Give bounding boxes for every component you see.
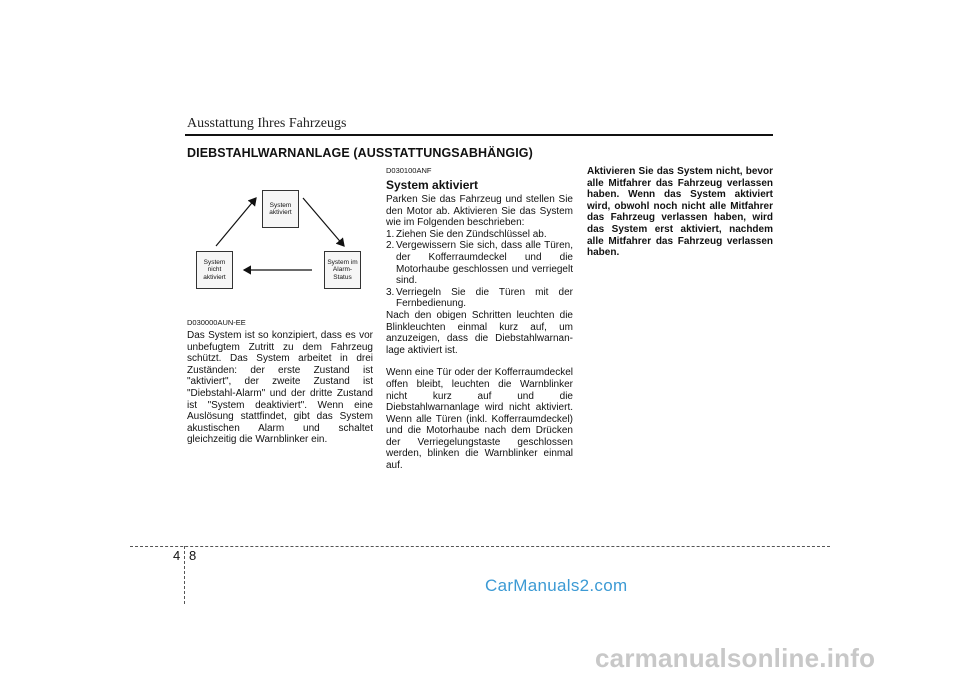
door-open-paragraph: Wenn eine Tür oder der Kofferraumdeckel offen bleibt, leuchten die Warnblinker nicht kurz auf und die Diebstahlwarnanlage wird nicht aktiviert. Wenn alle Türen (inkl. Kofferraumdeckel) und die Motorhaube nach dem Drücken der Verriegelungstaste geschlossen werden, blinken die Warnblinker einmal auf. [386,367,573,472]
intro-paragraph: Das System ist so konzipiert, dass es vor unbefugtem Zutritt zu dem Fahrzeug schützt. Das System arbeitet in drei Zuständen: der erste Zustand ist "aktiviert", der zweite Zustand ist "Diebstahl-Alarm" und der dritte Zustand ist "System deaktiviert". Wenn eine Auslösung stattfindet, gibt das System akustischen Alarm und schaltet gleichzeitig die Warnblinker ein. [187,330,373,446]
arrow-top-to-right [303,198,344,246]
alarm-state-diagram [188,170,374,310]
list-item [386,287,573,310]
state-system-inactive: System nicht aktiviert [196,251,233,289]
footer-divider [130,546,830,547]
step-number: 2. [386,240,395,252]
column-system-active [386,166,573,472]
passenger-warning: Aktivieren Sie das System nicht, bevor alle Mitfahrer das Fahrzeug verlassen haben. Wenn das System aktiviert wird, obwohl noch nicht alle Mitfahrer das Fahrzeug verlassen haben, wird das System erst aktiviert, nachdem alle Mitfahrer das Fahrzeug verlassen haben. [587,166,773,259]
step-text: Ziehen Sie den Zündschlüssel ab. [396,228,547,240]
list-item [386,240,573,286]
after-steps-paragraph: Nach den obigen Schritten leuchten die Blinkleuchten einmal kurz auf, um anzuzeigen, dass die Diebstahlwarnan-lage aktiviert ist. [386,309,573,356]
page-number: 8 [189,548,197,563]
arrow-left-to-top [216,198,256,246]
step-text: Verriegeln Sie die Türen mit der Fernbedienung. [396,286,573,310]
list-item [386,229,573,241]
page-header-title: Ausstattung Ihres Fahrzeugs [187,116,347,131]
state-system-active: System aktiviert [262,190,299,228]
section-title: DIEBSTAHLWARNANLAGE (AUSSTATTUNGSABHÄNGIG) [187,146,533,160]
step-number: 1. [386,228,395,240]
activation-intro: Parken Sie das Fahrzeug und stellen Sie den Motor ab. Aktivieren Sie das System wie im Folgenden beschrieben: [386,194,573,229]
column-warning [587,166,773,259]
watermark-carmanuals: CarManuals2.com [485,576,628,595]
header-rule [185,134,773,136]
step-text: Vergewissern Sie sich, dass alle Türen, der Kofferraumdeckel und die Motorhaube geschlossen und verriegelt sind. [396,240,573,287]
column-intro [187,318,373,446]
activation-steps [386,229,573,310]
watermark-carmanualsonline: carmanualsonline.info [595,643,876,673]
subheading-system-active: System aktiviert [386,178,479,192]
section-code: D030100ANF [386,166,432,175]
section-code: D030000AUN-EE [187,318,246,327]
footer-vertical-divider [184,546,185,604]
step-number: 3. [386,286,395,298]
state-alarm-status: System im Alarm-Status [324,251,361,289]
page-section-number: 4 [173,548,181,563]
